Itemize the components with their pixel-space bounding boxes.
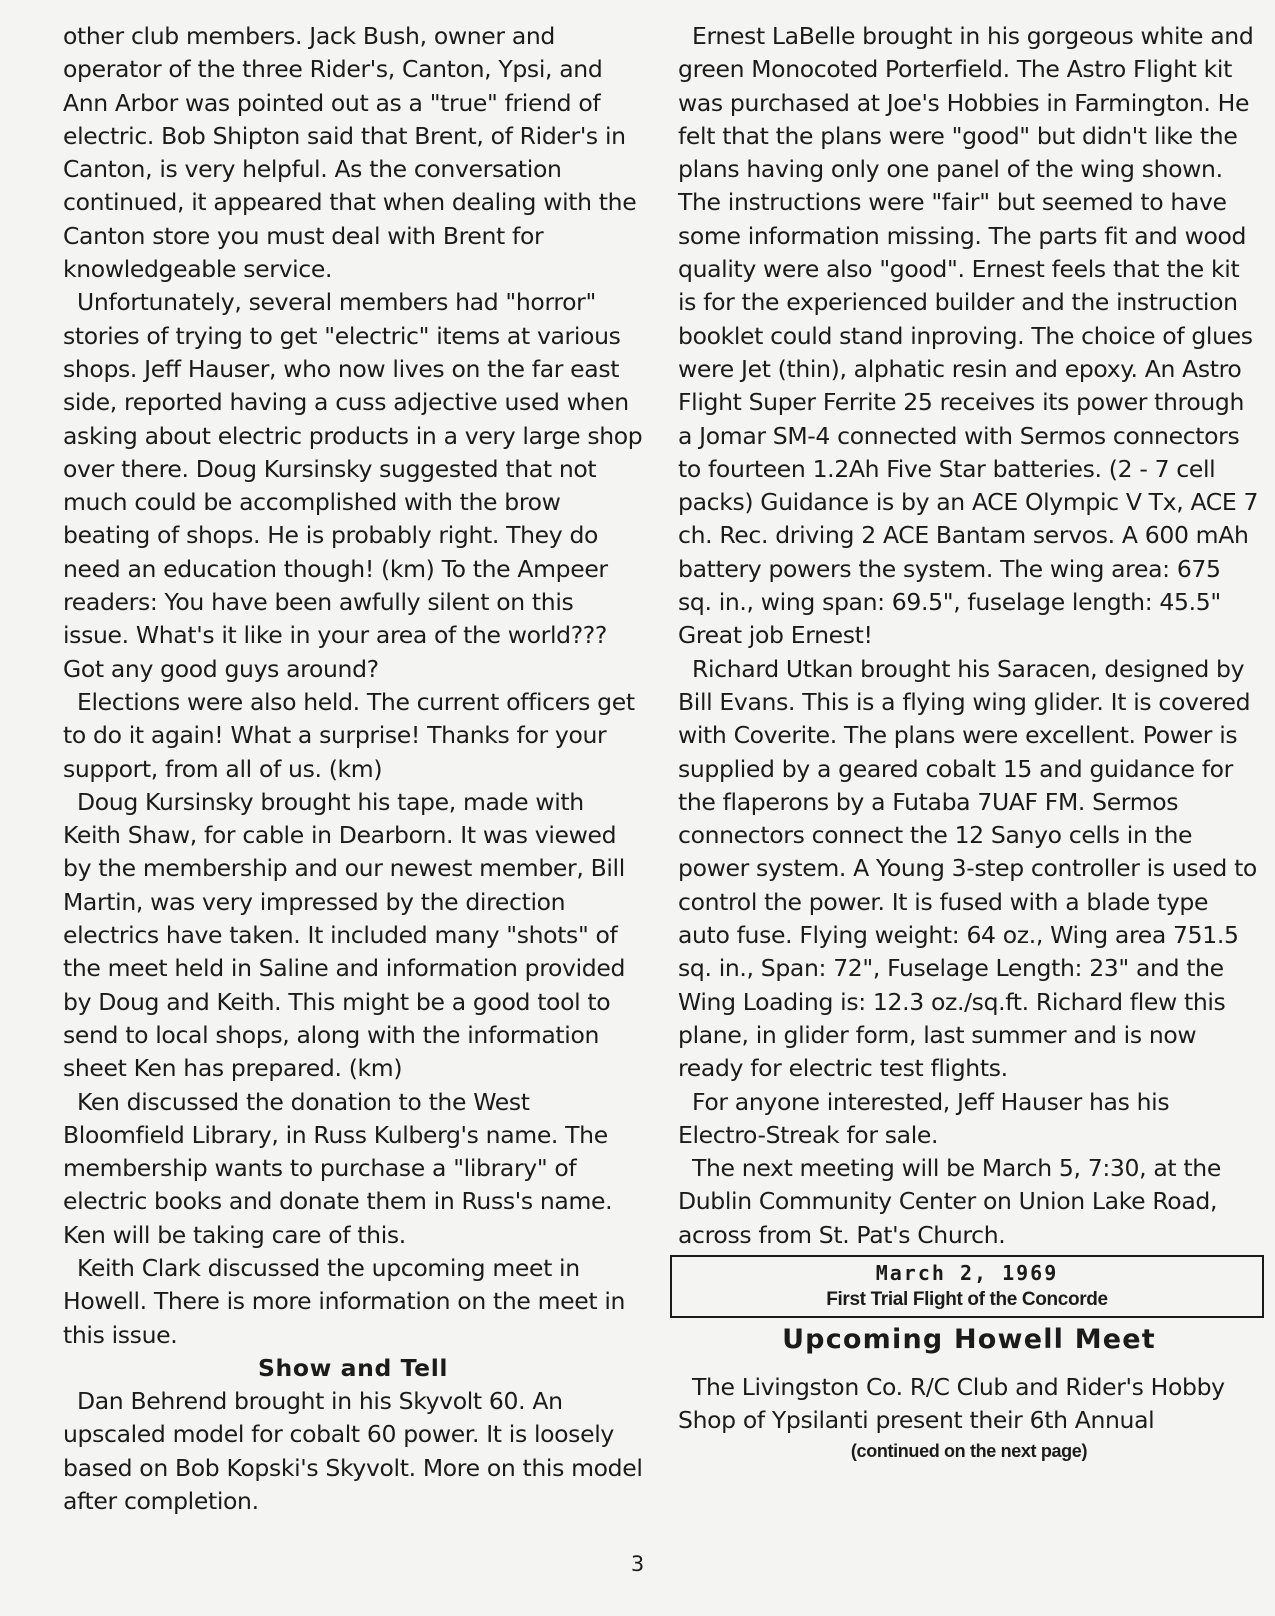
paragraph-library-donation: Ken discussed the donation to the West Bloomfield Library, in Russ Kulberg's name. The membership wants to purchase a "library" of electric books and donate them in Russ's name. Ken will be taking care of this. [63,1087,613,1249]
show-and-tell-heading: Show and Tell [257,1353,449,1382]
paragraph-next-meeting: The next meeting will be March 5, 7:30, at the Dublin Community Center on Union Lake Road, across from St. Pat's Church. [678,1154,1221,1249]
right-column [678,20,1260,1464]
paragraph-tape: Doug Kursinsky brought his tape, made with Keith Shaw, for cable in Dearborn. It was viewed by the membership and our newest member, Bill Martin, was very impressed by the direction electrics have taken. It included many "shots" of the meet held in Saline and information provided by Doug and Keith. This might be a good tool to send to local shops, along with the information sheet Ken has prepared. (km) [63,787,626,1083]
paragraph-howell-meet: The Livingston Co. R/C Club and Rider's Hobby Shop of Ypsilanti present their 6th Annual [678,1372,1225,1435]
paragraph-porterfield: Ernest LaBelle brought in his gorgeous white and green Monocoted Porterfield. The Astro Flight kit was purchased at Joe's Hobbies in Farmington. He felt that the plans were "good" but didn't like the plans having only one panel of the wing shown. The instructions were "fair" but seemed to have some information missing. The parts fit and wood quality were also "good". Ernest feels that the kit is for the experienced builder and the instruction booklet could stand inproving. The choice of glues were Jet (thin), alphatic resin and epoxy. An Astro Flight Super Ferrite 25 receives its power through a Jomar SM-4 connected with Sermos connectors to fourteen 1.2Ah Five Star batteries. (2 - 7 cell packs) Guidance is by an ACE Olympic V Tx, ACE 7 ch. Rec. driving 2 ACE Bantam servos. A 600 mAh battery powers the system. The wing area: 675 sq. in., wing span: 69.5", fuselage length: 45.5" Great job Ernest! [678,22,1259,650]
paragraph-horror-stories: Unfortunately, several members had "horror" stories of trying to get "electric" items at various shops. Jeff Hauser, who now lives on the far east side, reported having a cuss adjective used when asking about electric products in a very large shop over there. Doug Kursinsky suggested that not much could be accomplished with the brow beating of shops. He is probably right. They do need an education though! (km) To the Ampeer readers: You have been awfully silent on this issue. What's it like in your area of the world??? Got any good guys around? [63,288,643,683]
paragraph-howell-discussion: Keith Clark discussed the upcoming meet in Howell. There is more information on the meet in this issue. [63,1253,626,1349]
paragraph-club-shops: other club members. Jack Bush, owner and operator of the three Rider's, Canton, Ypsi, and Ann Arbor was pointed out as a "true" friend of electric. Bob Shipton said that Brent, of Rider's in Canton, is very helpful. As the conversation continued, it appeared that when dealing with the Canton store you must deal with Brent for knowledgeable service. [63,22,637,284]
paragraph-saracen: Richard Utkan brought his Saracen, designed by Bill Evans. This is a flying wing glider. It is covered with Coverite. The plans were excellent. Power is supplied by a geared cobalt 15 and guidance for the flaperons by a Futaba 7UAF FM. Sermos connectors connect the 12 Sanyo cells in the power system. A Young 3-step controller is used to control the power. It is fused with a blade type auto fuse. Flying weight: 64 oz., Wing area 751.5 sq. in., Span: 72", Fuselage Length: 23" and the Wing Loading is: 12.3 oz./sq.ft. Richard flew this plane, in glider form, last summer and is now ready for electric test flights. [678,654,1257,1083]
howell-meet-heading: Upcoming Howell Meet [782,1323,1156,1355]
concorde-notice-box [670,1255,1264,1318]
continued-note: (continued on the next page) [850,1440,1088,1461]
paragraph-elections: Elections were also held. The current officers get to do it again! What a surprise! Thanks for your support, from all of us. (km) [63,687,635,783]
paragraph-electro-streak: For anyone interested, Jeff Hauser has his Electro-Streak for sale. [678,1087,1170,1149]
notice-caption: First Trial Flight of the Concorde [826,1288,1108,1310]
left-column [63,20,643,1518]
paragraph-skyvolt: Dan Behrend brought in his Skyvolt 60. An upscaled model for cobalt 60 power. It is loosely based on Bob Kopski's Skyvolt. More on this model after completion. [63,1387,643,1516]
page-number: 3 [630,1552,645,1576]
notice-date: March 2, 1969 [875,1260,1059,1285]
